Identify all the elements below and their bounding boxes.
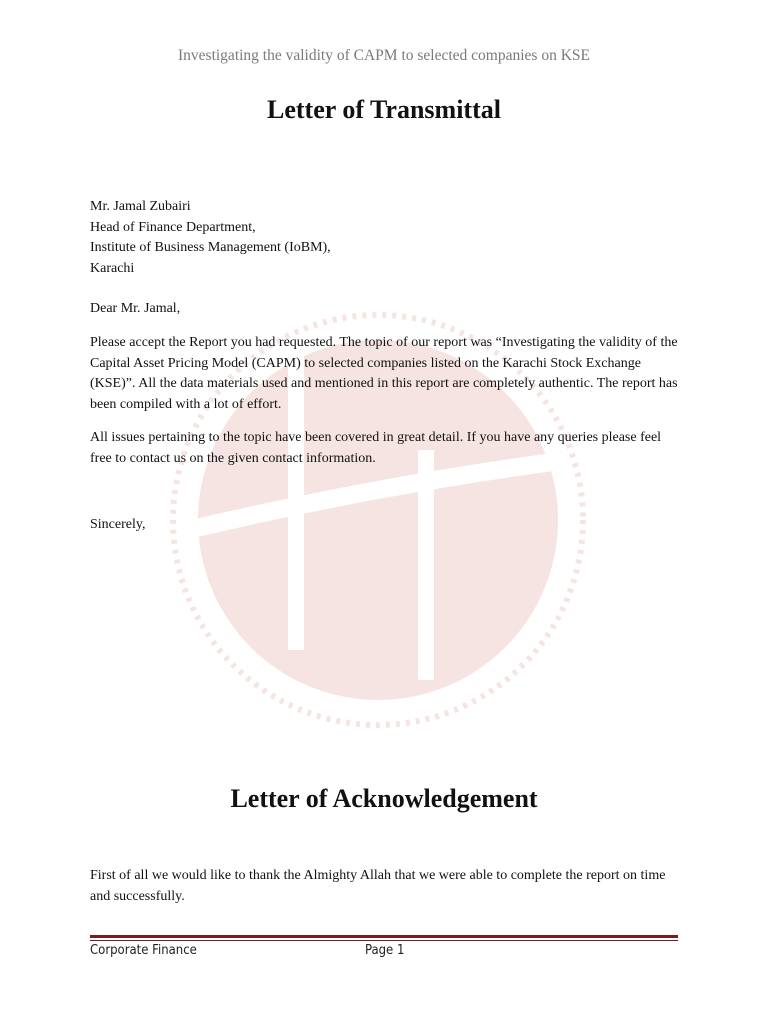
address-line: Institute of Business Management (IoBM), [90, 240, 331, 255]
transmittal-title: Letter of Transmittal [267, 95, 501, 124]
running-header: Investigating the validity of CAPM to selected companies on KSE [178, 47, 590, 64]
salutation: Dear Mr. Jamal, [90, 301, 181, 316]
footer-divider [90, 935, 678, 938]
address-line: Mr. Jamal Zubairi [90, 199, 191, 214]
closing: Sincerely, [90, 517, 146, 532]
transmittal-paragraph-1: Please accept the Report you had requested. The topic of our report was “Investigating the validity of the Capital Asset Pricing Model (CAPM) to selected companies listed on the Karachi Stock Exchange (KSE)”. All the data materials used and mentioned in this report are completely authentic. The report has been compiled with a lot of effort. [90, 335, 678, 412]
page-number: Page 1 [365, 943, 405, 958]
address-line: Head of Finance Department, [90, 219, 256, 235]
address-line: Karachi [90, 260, 135, 276]
recipient-address [90, 197, 680, 279]
footer-course-name: Corporate Finance [90, 943, 197, 958]
acknowledgement-title: Letter of Acknowledgement [230, 784, 538, 813]
acknowledgement-paragraph-1: First of all we would like to thank the Almighty Allah that we were able to complete the report on time and successfully. [90, 868, 666, 904]
footer-divider [90, 940, 678, 941]
transmittal-paragraph-2: All issues pertaining to the topic have been covered in great detail. If you have any queries please feel free to contact us on the given contact information. [90, 430, 662, 466]
